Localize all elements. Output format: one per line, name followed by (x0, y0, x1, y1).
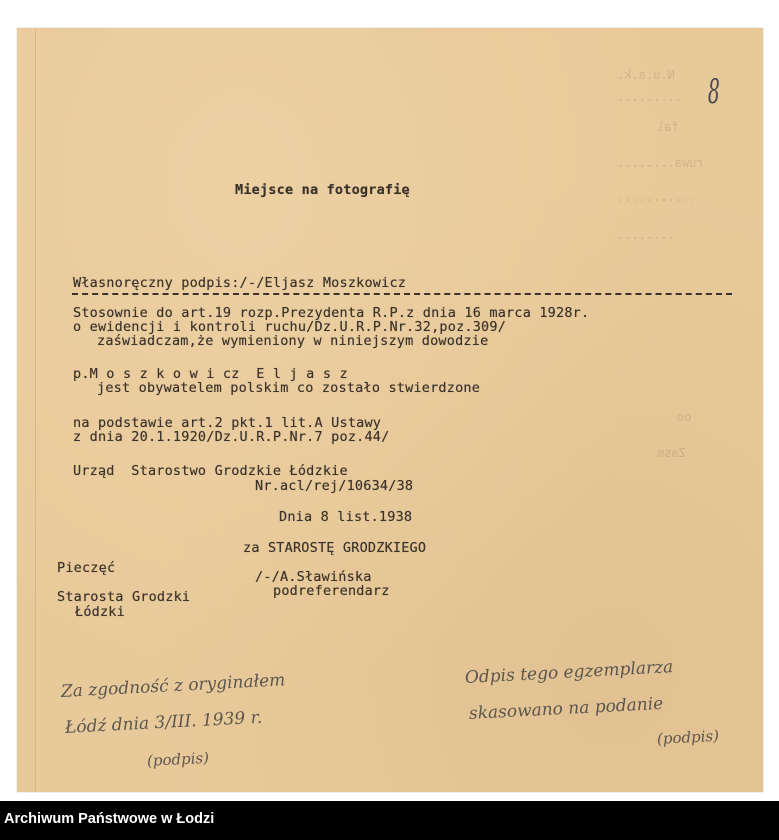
signatory-name: /-/A.Sławińska (255, 569, 372, 585)
person-name: p.M o s z k o w i cz E l j a s z (73, 366, 348, 382)
legal-basis-line-1: na podstawie art.2 pkt.1 lit.A Ustawy (73, 415, 382, 431)
handwritten-note-left-line-1: Za zgodność z oryginałem (60, 670, 286, 702)
archive-footer-bar (0, 801, 779, 840)
issuing-authority: za STAROSTĘ GRODZKIEGO (243, 540, 427, 556)
handwritten-note-left-line-2: Łódź dnia 3/III. 1939 r. (64, 707, 263, 738)
stamp-label: Pieczęć (57, 560, 116, 576)
bleed-through-text: oo (677, 410, 692, 424)
scanned-document-page (17, 28, 763, 792)
body-line-2: o ewidencji i kontroli ruchu/Dz.U.R.P.Nr.32,poz.309/ (73, 319, 507, 335)
bleed-through-text: N.u.a.k. (617, 68, 675, 82)
issue-date: Dnia 8 list.1938 (279, 509, 413, 525)
separator-dashed-line (72, 293, 732, 295)
photo-placeholder-label: Miejsce na fotografię (235, 182, 410, 198)
body-line-3: zaświadczam,że wymieniony w niniejszym dowodzie (97, 333, 489, 349)
stamp-text-line-1: Starosta Grodzki (57, 589, 191, 605)
handwritten-note-right-line-1: Odpis tego egzemplarza (464, 657, 674, 688)
bleed-through-text: ........... (617, 190, 697, 204)
handwritten-note-right-line-2: skasowano na podanie (468, 693, 664, 724)
bleed-through-text: ........ (617, 228, 675, 242)
bleed-through-text: ruwa........ (617, 156, 704, 170)
signatory-title: podreferendarz (273, 583, 390, 599)
body-line-1: Stosownie do art.19 rozp.Prezydenta R.P.z dnia 16 marca 1928r. (73, 305, 590, 321)
handwritten-signature-right: (podpis) (656, 726, 720, 748)
archive-name: Archiwum Państwowe w Łodzi (4, 811, 215, 827)
paper-fold-line (35, 28, 36, 792)
citizenship-statement: jest obywatelem polskim co zostało stwierdzone (97, 380, 481, 396)
legal-basis-line-2: z dnia 20.1.1920/Dz.U.R.P.Nr.7 poz.44/ (73, 429, 390, 445)
handwritten-signature-line: Własnoręczny podpis:/-/Eljasz Moszkowicz (73, 275, 407, 291)
stamp-text-line-2: Łódzki (75, 604, 125, 620)
issuing-office: Urząd Starostwo Grodzkie Łódzkie (73, 463, 348, 479)
bleed-through-text: Zasm (657, 446, 686, 460)
reference-number: Nr.acl/rej/10634/38 (255, 478, 414, 494)
bleed-through-text: ......... (617, 90, 683, 104)
page-number: 8 (707, 72, 720, 112)
handwritten-signature-left: (podpis) (146, 748, 210, 770)
bleed-through-text: fal (657, 120, 679, 134)
